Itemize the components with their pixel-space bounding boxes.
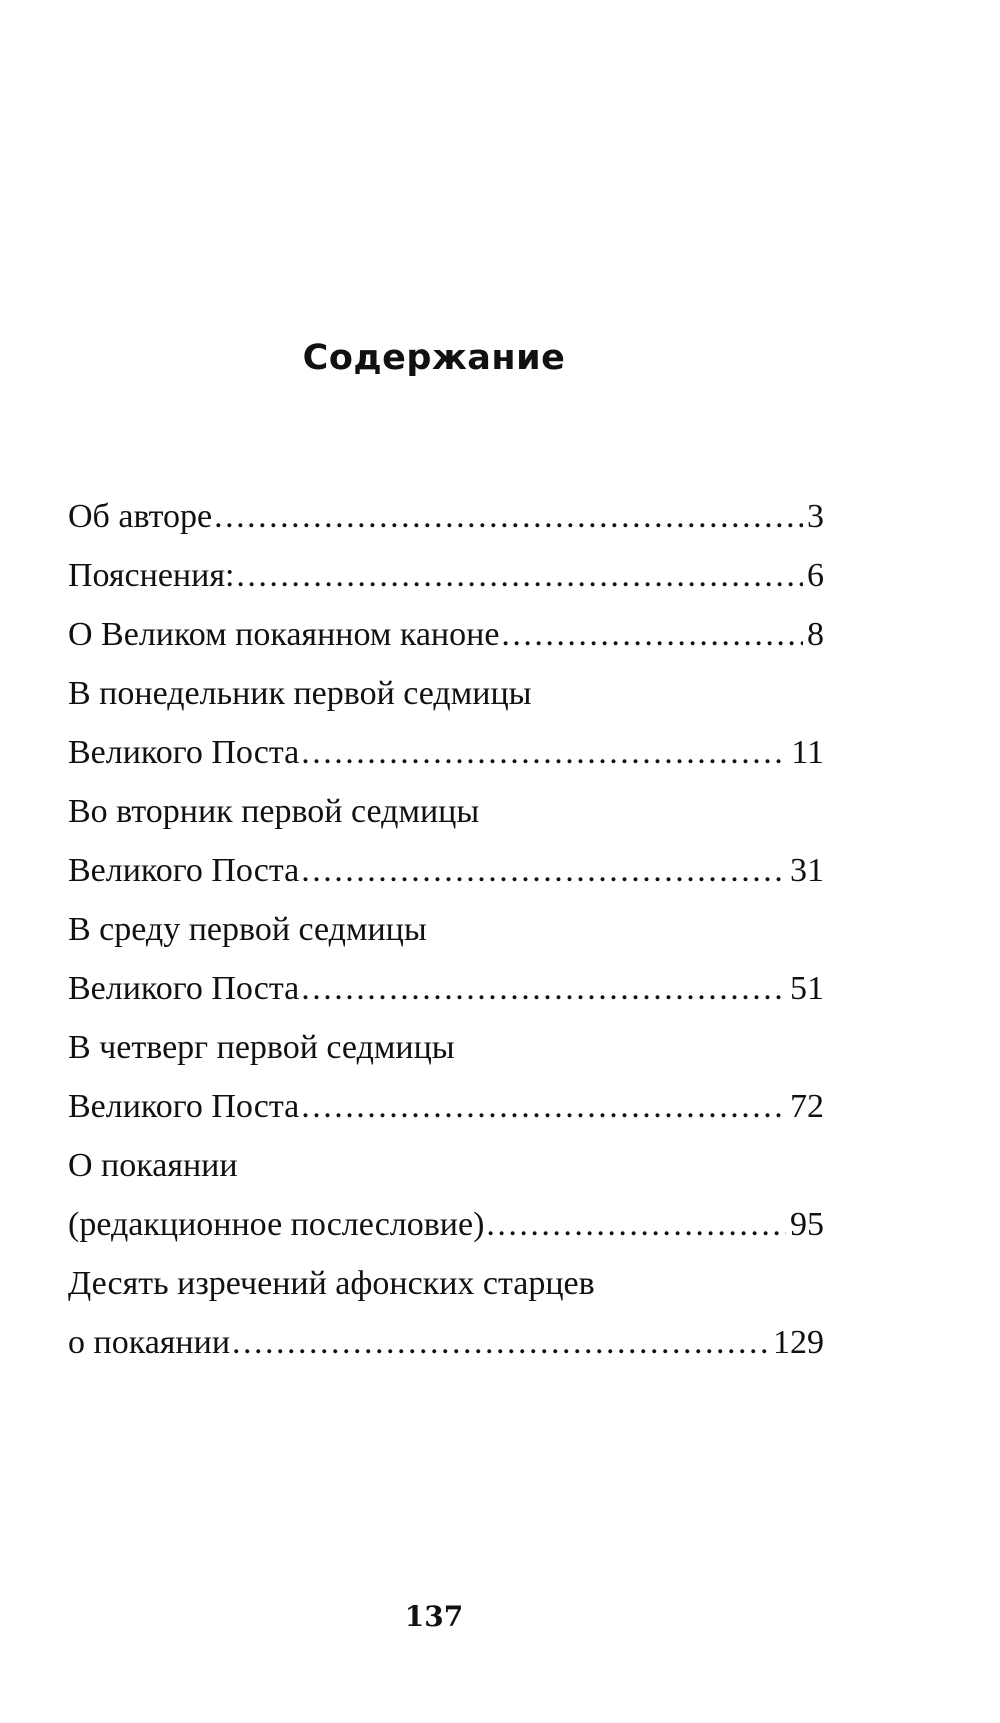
toc-entry-page: 6 (807, 557, 824, 594)
toc-entry-first-line (68, 900, 824, 959)
dot-leader (301, 841, 786, 900)
toc-entry-page: 3 (807, 498, 824, 535)
dot-leader (301, 723, 787, 782)
toc-entry-title-continued: Великого Поста (68, 734, 300, 771)
toc-entry-title: В четверг первой седмицы (68, 1029, 455, 1066)
toc-entry-title-continued: Великого Поста (68, 970, 300, 1007)
toc-entry-last-line (68, 1313, 824, 1372)
toc-entry-title-continued: Великого Поста (68, 1088, 300, 1125)
toc-entry-title: В понедельник первой седмицы (68, 675, 532, 712)
toc-entry-first-line (68, 664, 824, 723)
toc-entry (68, 546, 824, 605)
dot-leader (232, 1313, 769, 1372)
toc-entry-title: Десять изречений афонских старцев (68, 1265, 595, 1302)
toc-entry-first-line (68, 1018, 824, 1077)
toc-title: Содержание (302, 338, 566, 378)
toc-entry-first-line (68, 782, 824, 841)
page-number: 137 (404, 1600, 464, 1633)
toc-entry (68, 487, 824, 546)
toc-entry-title: Пояснения: (68, 557, 235, 594)
toc-entry-last-line (68, 1195, 824, 1254)
dot-leader (501, 605, 803, 664)
dot-leader (486, 1195, 786, 1254)
toc-entry-title: Об авторе (68, 498, 213, 535)
dot-leader (301, 959, 786, 1018)
toc-entry-first-line (68, 1136, 824, 1195)
dot-leader (236, 546, 803, 605)
toc-entry-page: 129 (773, 1324, 824, 1361)
toc-entry-page: 95 (790, 1206, 824, 1243)
toc-entry (68, 605, 824, 664)
toc-entry-last-line (68, 841, 824, 900)
toc-entry-title: В среду первой седмицы (68, 911, 427, 948)
toc-entry-last-line (68, 723, 824, 782)
toc-entry-page: 31 (790, 852, 824, 889)
toc-entry-title-continued: о покаянии (68, 1324, 231, 1361)
toc-entry-page: 51 (790, 970, 824, 1007)
dot-leader (214, 487, 803, 546)
toc-entry-title: О покаянии (68, 1147, 238, 1184)
toc-entry-title-continued: (редакционное послесловие) (68, 1206, 485, 1243)
dot-leader (301, 1077, 786, 1136)
toc-entry-title-continued: Великого Поста (68, 852, 300, 889)
toc-entry-page: 8 (807, 616, 824, 653)
table-of-contents (68, 487, 824, 1372)
toc-entry-title: О Великом покаянном каноне (68, 616, 500, 653)
toc-entry-last-line (68, 1077, 824, 1136)
toc-entry-page: 72 (790, 1088, 824, 1125)
toc-entry-last-line (68, 959, 824, 1018)
toc-entry-first-line (68, 1254, 824, 1313)
toc-entry-page: 11 (791, 734, 824, 771)
toc-entry-title: Во вторник первой седмицы (68, 793, 480, 830)
